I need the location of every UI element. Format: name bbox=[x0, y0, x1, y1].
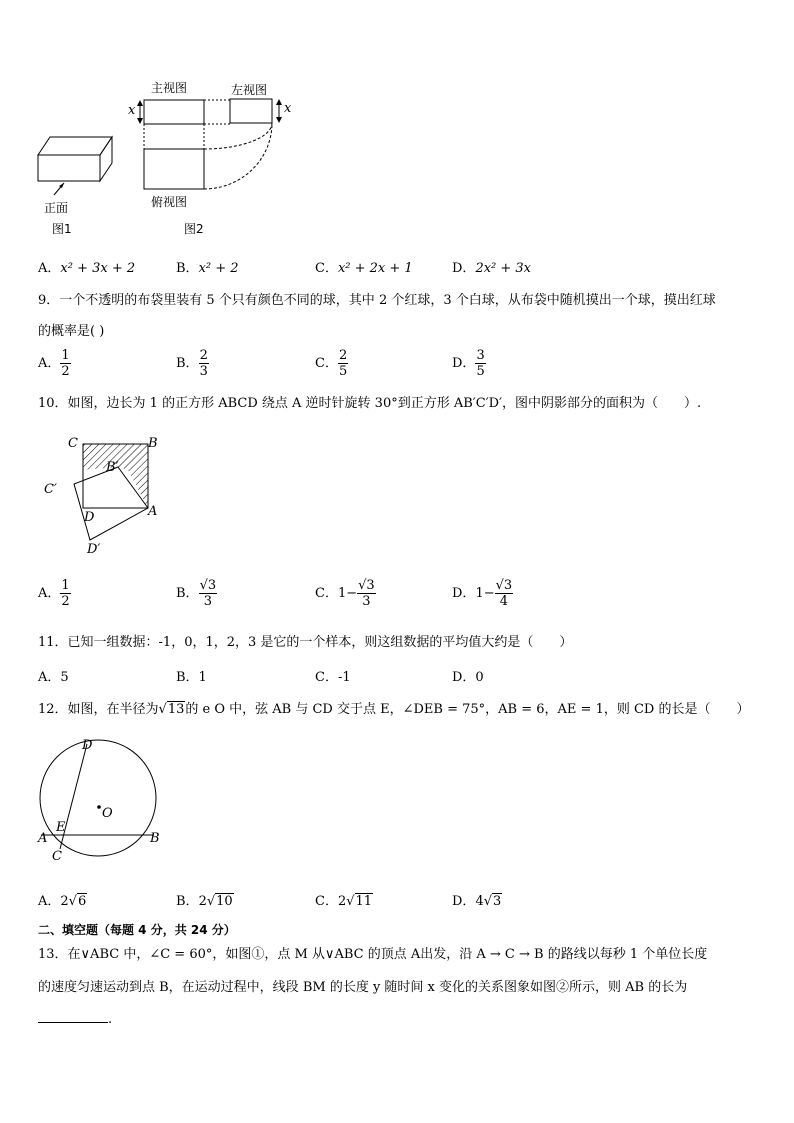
q10-option-a[interactable]: A． $\frac{1}{2}$ bbox=[38, 578, 70, 609]
q12-text: 12．如图，在半径为√13的 e O 中，弦 AB 与 CD 交于点 E，∠DEB = 75°，AB = 6，AE = 1，则 CD 的长是（ ） bbox=[38, 702, 750, 717]
q8-views-diagram bbox=[30, 75, 310, 240]
q9-text-line2: 的概率是( ) bbox=[38, 324, 105, 339]
left-view-label: 左视图 bbox=[231, 83, 268, 97]
q9-option-b[interactable]: B． $\frac{2}{3}$ bbox=[176, 348, 208, 379]
q12-option-c[interactable]: C．2√11 bbox=[315, 894, 373, 909]
q9-option-a[interactable]: A． $\frac{1}{2}$ bbox=[38, 348, 70, 379]
q10-option-d[interactable]: D．1− $\frac{√3}{4}$ bbox=[452, 578, 513, 609]
q12-option-b[interactable]: B．2√10 bbox=[176, 894, 233, 909]
q10-label-d: D bbox=[84, 510, 95, 525]
q12-label-c: C bbox=[52, 849, 62, 864]
q8-option-a[interactable]: A．x² + 3x + 2 bbox=[38, 261, 136, 276]
x-label-main: x bbox=[128, 103, 136, 118]
q13-answer-line bbox=[38, 1010, 112, 1027]
q10-label-c: C bbox=[68, 436, 78, 451]
top-view-label: 俯视图 bbox=[151, 195, 188, 209]
q13-period: . bbox=[108, 1012, 113, 1027]
front-label: 正面 bbox=[44, 201, 69, 215]
q12-option-d[interactable]: D．4√3 bbox=[452, 894, 502, 909]
q9-option-d[interactable]: D． $\frac{3}{5}$ bbox=[452, 348, 485, 379]
q8-figure bbox=[30, 75, 310, 240]
q13-line1: 13．在∨ABC 中，∠C = 60°，如图①，点 M 从∨ABC 的顶点 A出发，沿 A → C → B 的路线以每秒 1 个单位长度 bbox=[38, 947, 708, 962]
section-heading: 二、填空题（每题 4 分，共 24 分） bbox=[38, 923, 236, 937]
q9-text-line1: 9．一个不透明的布袋里装有 5 个只有颜色不同的球，其中 2 个红球，3 个白球，从布袋中随机摸出一个球，摸出红球 bbox=[38, 293, 716, 308]
q8-option-c[interactable]: C．x² + 2x + 1 bbox=[315, 261, 413, 276]
q8-option-d[interactable]: D．2x² + 3x bbox=[452, 261, 532, 276]
q9-option-c[interactable]: C． $\frac{2}{5}$ bbox=[315, 348, 348, 379]
q12-label-b: B bbox=[150, 831, 160, 846]
x-label-left: x bbox=[284, 101, 292, 116]
q11-option-c[interactable]: C．-1 bbox=[315, 670, 351, 685]
q12-label-a: A bbox=[38, 831, 48, 846]
q12-label-e: E bbox=[56, 820, 66, 835]
q13-line2: 的速度匀速运动到点 B，在运动过程中，线段 BM 的长度 y 随时间 x 变化的关系图象如图②所示，则 AB 的长为 bbox=[38, 980, 688, 995]
q12-figure bbox=[34, 736, 164, 866]
q10-label-bp: B′ bbox=[106, 460, 119, 475]
fig1-label: 图1 bbox=[52, 222, 72, 236]
q12-label-d: D bbox=[82, 738, 93, 753]
q12-label-o: O bbox=[102, 806, 113, 821]
q11-option-d[interactable]: D．0 bbox=[452, 670, 484, 685]
q10-label-dp: D′ bbox=[87, 542, 101, 557]
q12-circle-diagram bbox=[34, 736, 164, 866]
q8-option-b[interactable]: B．x² + 2 bbox=[176, 261, 239, 276]
q10-figure bbox=[40, 432, 170, 572]
q10-option-b[interactable]: B． $\frac{√3}{3}$ bbox=[176, 578, 217, 609]
q11-option-a[interactable]: A．5 bbox=[38, 670, 69, 685]
q11-option-b[interactable]: B．1 bbox=[176, 670, 207, 685]
q10-label-cp: C′ bbox=[44, 482, 57, 497]
q12-option-a[interactable]: A．2√6 bbox=[38, 894, 87, 909]
q10-label-b: B bbox=[148, 436, 158, 451]
q11-text: 11．已知一组数据：-1，0，1，2，3 是它的一个样本，则这组数据的平均值大约是（ ） bbox=[38, 635, 573, 650]
q10-text: 10．如图，边长为 1 的正方形 ABCD 绕点 A 逆时针旋转 30°到正方形 AB′C′D′，图中阴影部分的面积为（ ）. bbox=[38, 396, 702, 411]
q10-label-a: A bbox=[148, 504, 158, 519]
main-view-label: 主视图 bbox=[151, 81, 188, 95]
fig2-label: 图2 bbox=[184, 222, 204, 236]
q10-squares-diagram bbox=[40, 432, 170, 572]
q10-option-c[interactable]: C．1− $\frac{√3}{3}$ bbox=[315, 578, 375, 609]
q13-answer-blank[interactable] bbox=[38, 1010, 108, 1023]
